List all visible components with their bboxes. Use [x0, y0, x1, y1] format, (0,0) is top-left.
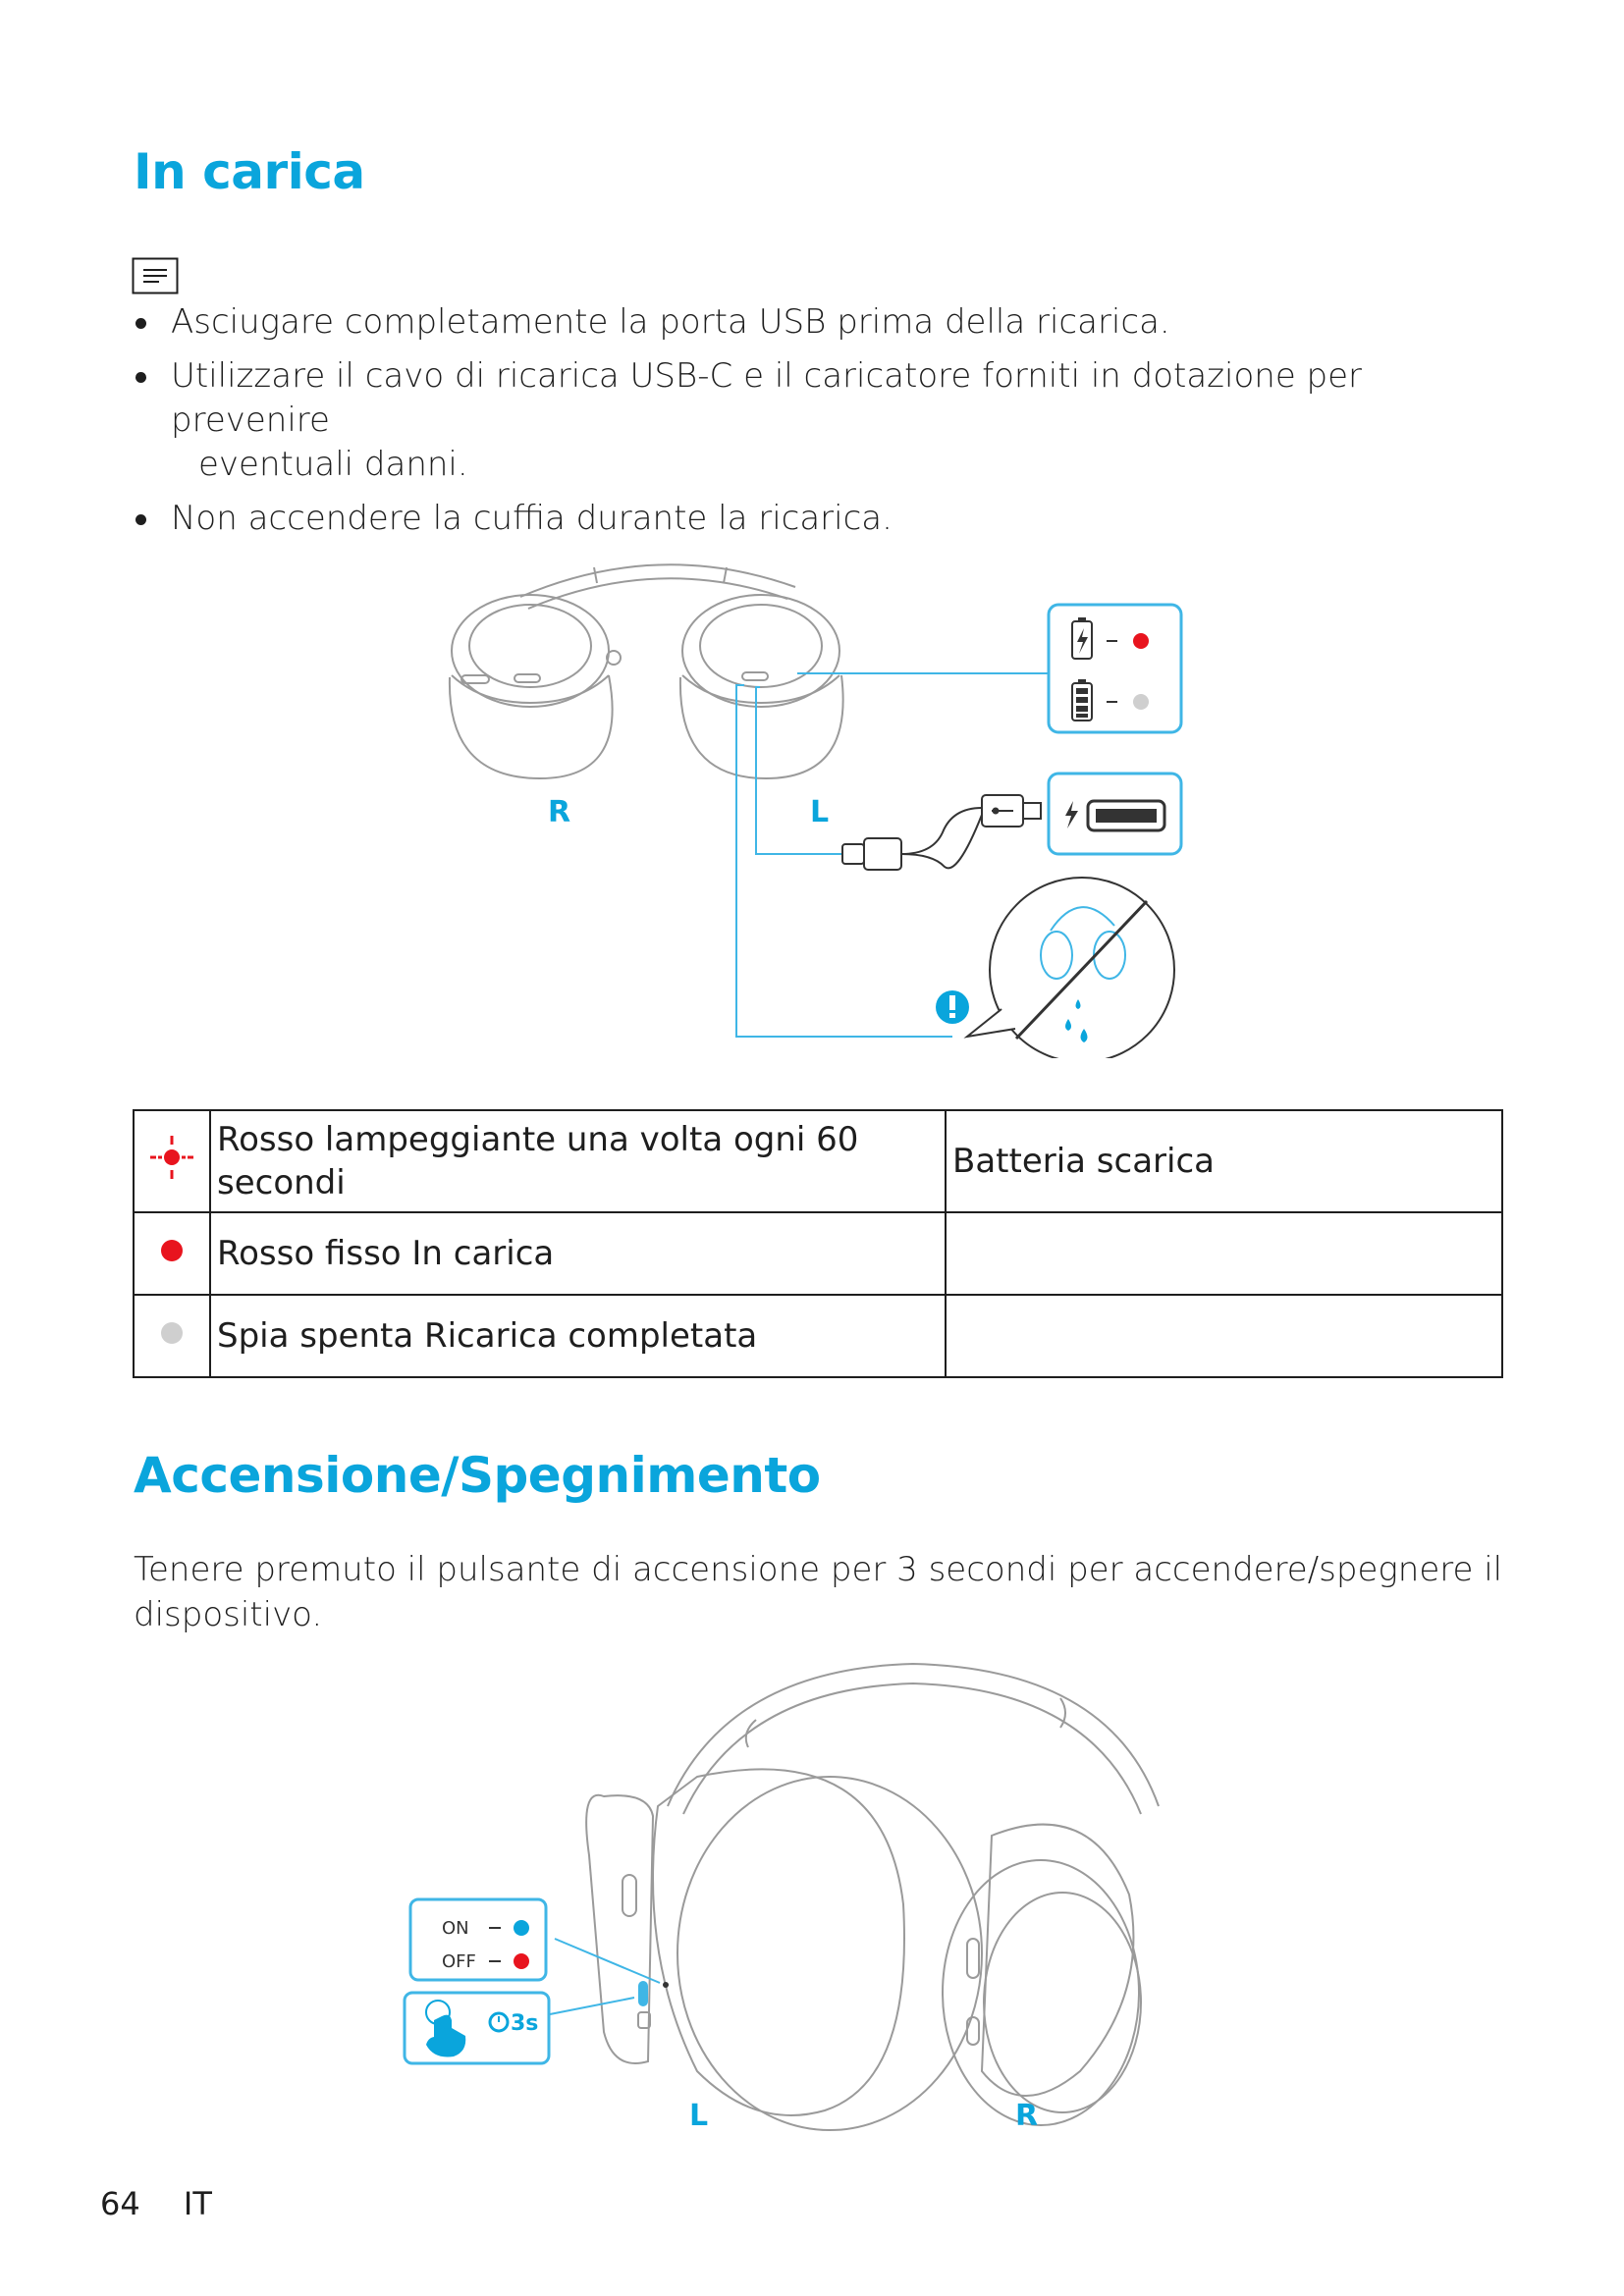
table-cell-meaning — [946, 1212, 1502, 1295]
table-row — [134, 1295, 1502, 1377]
red-blinking-led-icon — [148, 1134, 195, 1181]
alert-icon — [936, 990, 969, 1024]
list-item: Asciugare completamente la porta USB prima della ricarica. — [134, 300, 1508, 345]
table-cell-state: Rosso lampeggiante una volta ogni 60 secondi — [210, 1110, 946, 1212]
gray-led-icon — [158, 1319, 186, 1347]
power-instructions: Tenere premuto il pulsante di accensione per 3 secondi per accendere/spegnere il dispositivo. — [134, 1550, 1503, 1634]
table-row — [134, 1212, 1502, 1295]
red-led-icon — [158, 1237, 186, 1264]
svg-text:ON: ON — [442, 1918, 469, 1939]
led-status-table — [133, 1109, 1503, 1378]
charging-notes-list — [134, 300, 1508, 551]
svg-text:OFF: OFF — [442, 1951, 476, 1972]
page-number: 64 — [100, 2185, 140, 2222]
table-cell-meaning — [946, 1295, 1502, 1377]
power-illustration — [403, 1659, 1188, 2140]
svg-text:3s: 3s — [511, 2011, 539, 2036]
note-icon — [132, 257, 179, 294]
headphones-folded-icon — [450, 595, 621, 778]
table-cell-state: Spia spenta Ricarica completata — [210, 1295, 946, 1377]
page-footer — [100, 2185, 212, 2222]
usb-charger-icon — [1065, 801, 1164, 830]
table-cell-state: Rosso fisso In carica — [210, 1212, 946, 1295]
label-right-cup: R — [1015, 2099, 1039, 2133]
headphones-icon — [586, 1664, 1159, 2130]
gray-led-icon — [1133, 694, 1149, 710]
section-title-power: Accensione/Spegnimento — [134, 1447, 821, 1504]
press-hand-icon — [426, 2001, 465, 2057]
table-cell-icon — [134, 1295, 210, 1377]
timer-icon — [490, 2013, 508, 2031]
blue-led-icon — [514, 1920, 529, 1936]
table-row — [134, 1110, 1502, 1212]
table-cell-meaning: Batteria scarica — [946, 1110, 1502, 1212]
no-water-warning-icon — [967, 878, 1174, 1058]
label-left-cup: L — [689, 2099, 709, 2133]
list-item: Utilizzare il cavo di ricarica USB-C e il caricatore forniti in dotazione per prevenire eventuali danni. — [134, 354, 1508, 487]
red-led-icon — [514, 1953, 529, 1969]
label-right-cup: R — [548, 795, 571, 829]
battery-full-icon — [1072, 679, 1092, 721]
table-cell-icon — [134, 1212, 210, 1295]
red-led-icon — [1133, 633, 1149, 649]
usb-c-cable-icon — [842, 795, 1041, 870]
label-left-cup: L — [810, 795, 830, 829]
language-code: IT — [183, 2185, 212, 2222]
list-item: Non accendere la cuffia durante la ricarica. — [134, 497, 1508, 541]
section-title-charging: In carica — [134, 143, 365, 200]
battery-charging-icon — [1072, 617, 1092, 659]
table-cell-icon — [134, 1110, 210, 1212]
